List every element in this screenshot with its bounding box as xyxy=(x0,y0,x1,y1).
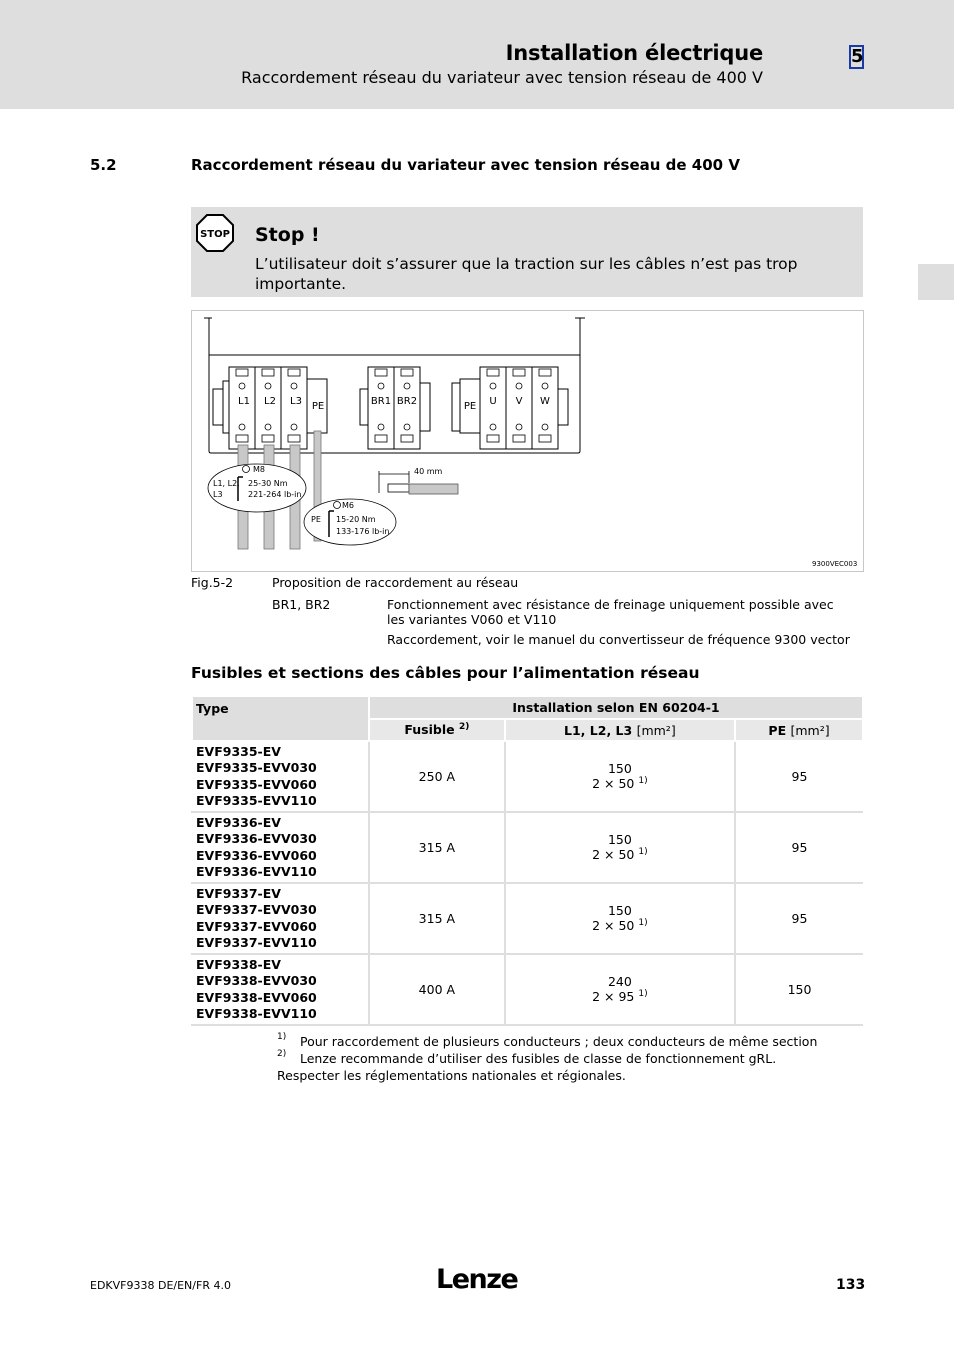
chapter-side-tab xyxy=(918,264,954,300)
type-entry: EVF9335-EVV110 xyxy=(196,792,317,808)
type-entry: EVF9336-EVV060 xyxy=(196,847,317,863)
stop-text: L’utilisateur doit s’assurer que la traction sur les câbles n’est pas trop importante. xyxy=(255,255,798,293)
lenze-logo: Lenze xyxy=(436,1264,518,1295)
type-entry: EVF9337-EVV060 xyxy=(196,918,317,934)
chapter-number-link[interactable]: 5 xyxy=(851,46,864,67)
figure-caption-text: Proposition de raccordement au réseau xyxy=(272,575,519,590)
l123-cell xyxy=(505,741,735,812)
wiring-figure xyxy=(191,310,864,572)
type-cell xyxy=(192,954,369,1025)
fuse-cell: 315 A xyxy=(369,883,505,954)
fuse-table xyxy=(191,695,864,1026)
terminal-label-u: U xyxy=(489,396,497,407)
l123-multi: 2 × 50 $^{1)}$ xyxy=(592,776,648,792)
header-title: Installation électrique xyxy=(505,41,763,65)
figure-note-key: BR1, BR2 xyxy=(272,597,331,612)
type-entry: EVF9335-EV xyxy=(196,743,281,759)
type-entry: EVF9338-EV xyxy=(196,956,281,972)
pe-cell: 95 xyxy=(735,883,863,954)
type-entry: EVF9337-EVV030 xyxy=(196,902,317,918)
l123-single: 150 xyxy=(607,761,632,777)
terminal-label-br2: BR2 xyxy=(396,396,418,407)
terminal-label-br1: BR1 xyxy=(370,396,392,407)
table-row xyxy=(192,741,863,812)
col-l123-header: L1, L2, L3 [mm²] xyxy=(505,719,735,741)
mains-torque-lbin: 221-264 lb-in xyxy=(248,490,302,499)
footnote-1-text: Pour raccordement de plusieurs conducteurs ; deux conducteurs de même section xyxy=(300,1034,818,1049)
l123-single: 240 xyxy=(607,974,632,990)
type-entry: EVF9338-EVV030 xyxy=(196,973,317,989)
col-type-header: Type xyxy=(192,696,369,741)
table-row xyxy=(192,954,863,1025)
terminal-label-l3: L3 xyxy=(290,396,302,407)
terminal-label-pe-right: PE xyxy=(463,401,477,412)
footer-doc-id: EDKVF9338 DE/EN/FR 4.0 xyxy=(90,1279,231,1292)
fuse-cell: 315 A xyxy=(369,812,505,883)
stop-sign-text: STOP xyxy=(200,229,230,240)
terminal-diagram xyxy=(192,311,863,571)
mains-terminal-label-line1: L1, L2, xyxy=(213,479,240,488)
section-title: Raccordement réseau du variateur avec tension réseau de 400 V xyxy=(191,156,740,174)
type-entry: EVF9337-EVV110 xyxy=(196,934,317,950)
stop-heading: Stop ! xyxy=(255,224,320,246)
mains-terminal-label-line2: L3 xyxy=(213,490,223,499)
footnote-2-mark: 2) xyxy=(277,1049,287,1059)
col-fuse-header: Fusible $^{2)}$ xyxy=(369,719,505,741)
col-group-header: Installation selon EN 60204-1 xyxy=(369,696,863,719)
l123-multi: 2 × 95 $^{1)}$ xyxy=(592,989,648,1005)
footnote-2-text: Lenze recommande d’utiliser des fusibles de classe de fonctionnement gRL. xyxy=(300,1051,777,1066)
mains-bolt-label: M8 xyxy=(253,465,265,474)
header-subtitle: Raccordement réseau du variateur avec tension réseau de 400 V xyxy=(241,68,763,87)
header-band xyxy=(0,0,954,109)
section-number: 5.2 xyxy=(90,156,117,174)
strip-length-label: 40 mm xyxy=(414,467,443,476)
pe-terminal-label: PE xyxy=(311,515,321,524)
pe-cell: 150 xyxy=(735,954,863,1025)
pe-cell: 95 xyxy=(735,741,863,812)
fuse-section-title: Fusibles et sections des câbles pour l’alimentation réseau xyxy=(191,664,700,682)
type-cell xyxy=(192,883,369,954)
mains-torque-nm: 25-30 Nm xyxy=(248,479,288,488)
l123-multi: 2 × 50 $^{1)}$ xyxy=(592,847,648,863)
fuse-cell: 400 A xyxy=(369,954,505,1025)
terminal-label-w: W xyxy=(540,396,550,407)
terminal-label-l1: L1 xyxy=(238,396,250,407)
pe-torque-nm: 15-20 Nm xyxy=(336,515,376,524)
footnote-1-mark: 1) xyxy=(277,1032,287,1042)
figure-caption-label: Fig.5-2 xyxy=(191,575,234,590)
terminal-label-v: V xyxy=(515,396,523,407)
type-entry: EVF9335-EVV060 xyxy=(196,776,317,792)
l123-cell xyxy=(505,883,735,954)
type-cell xyxy=(192,812,369,883)
table-row xyxy=(192,883,863,954)
fuse-cell: 250 A xyxy=(369,741,505,812)
type-entry: EVF9338-EVV110 xyxy=(196,1005,317,1021)
table-row xyxy=(192,812,863,883)
type-cell xyxy=(192,741,369,812)
type-entry: EVF9336-EV xyxy=(196,814,281,830)
page-number: 133 xyxy=(836,1277,866,1293)
type-entry: EVF9336-EVV110 xyxy=(196,863,317,879)
col-pe-header: PE [mm²] xyxy=(735,719,863,741)
l123-cell xyxy=(505,812,735,883)
pe-cell: 95 xyxy=(735,812,863,883)
type-entry: EVF9336-EVV030 xyxy=(196,831,317,847)
terminal-label-pe-left: PE xyxy=(311,401,325,412)
type-entry: EVF9338-EVV060 xyxy=(196,989,317,1005)
figure-note-brake: Fonctionnement avec résistance de freinage uniquement possible avec les variantes V060 et V110 xyxy=(387,597,834,627)
type-entry: EVF9337-EV xyxy=(196,885,281,901)
stop-sign-icon xyxy=(196,214,234,252)
figure-code: 9300VEC003 xyxy=(812,560,858,568)
figure-note-manual: Raccordement, voir le manuel du convertisseur de fréquence 9300 vector xyxy=(387,632,850,647)
l123-single: 150 xyxy=(607,903,632,919)
type-entry: EVF9335-EVV030 xyxy=(196,760,317,776)
pe-torque-lbin: 133-176 lb-in xyxy=(336,527,390,536)
l123-cell xyxy=(505,954,735,1025)
l123-single: 150 xyxy=(607,832,632,848)
pe-bolt-label: M6 xyxy=(342,501,354,510)
l123-multi: 2 × 50 $^{1)}$ xyxy=(592,918,648,934)
terminal-label-l2: L2 xyxy=(264,396,276,407)
regulation-note: Respecter les réglementations nationales et régionales. xyxy=(277,1068,626,1083)
